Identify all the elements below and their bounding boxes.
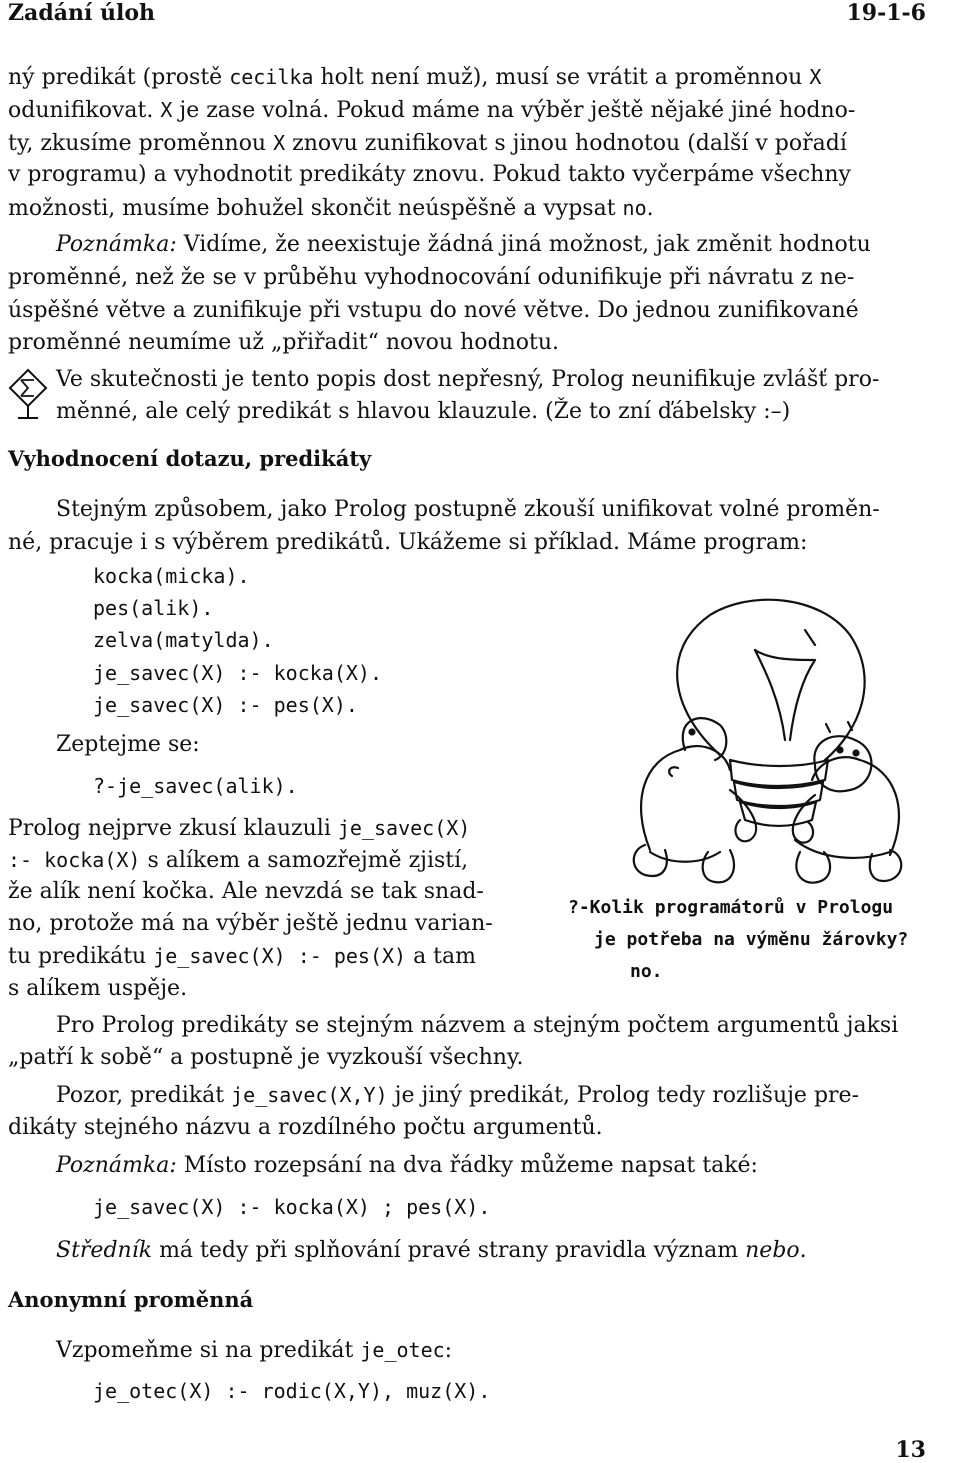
sigma-note-line-2: měnné, ale celý predikát s hlavou klauzule. (Že to zní ďábelsky :–): [56, 399, 791, 424]
caption-line-3: no.: [630, 961, 663, 982]
lightbulb-hippos-illustration: [590, 590, 920, 900]
paragraph-4-line-2: „patří k sobě“ a postupně je vyzkouší všechny.: [8, 1045, 524, 1070]
program-line-1: kocka(micka).: [93, 564, 250, 588]
program-line-3: zelva(matylda).: [93, 628, 274, 652]
page-number: 13: [895, 1437, 926, 1463]
paragraph-6-line: Středník má tedy při splňování pravé strany pravidla význam nebo.: [56, 1238, 807, 1263]
note-1-line-3: úspěšné větve a zunifikuje při vstupu do nové větve. Do jednou zunifikované: [8, 298, 859, 323]
paragraph-1-line-2: odunifikovat. X je zase volná. Pokud máme na výběr ještě nějaké jiné hodno-: [8, 98, 856, 123]
code-je-otec: je_otec(X) :- rodic(X,Y), muz(X).: [93, 1379, 491, 1403]
query-line: ?-je_savec(alik).: [93, 774, 298, 798]
note-2-line: Poznámka: Místo rozepsání na dva řádky můžeme napsat také:: [56, 1153, 758, 1178]
note-1-line-4: proměnné neumíme už „přiřadit“ novou hodnotu.: [8, 330, 559, 355]
paragraph-3-line-4: no, protože má na výběr ještě jednu varian-: [8, 911, 493, 936]
running-header-title: Zadání úloh: [8, 0, 155, 26]
program-line-5: je_savec(X) :- pes(X).: [93, 693, 358, 717]
program-line-4: je_savec(X) :- kocka(X).: [93, 661, 382, 685]
note-1-line-1: Poznámka: Vidíme, že neexistuje žádná jiná možnost, jak změnit hodnotu: [56, 232, 871, 257]
paragraph-3-line-6: s alíkem uspěje.: [8, 976, 188, 1001]
ask-label: Zeptejme se:: [56, 732, 200, 757]
paragraph-2-line-2: né, pracuje i s výběrem predikátů. Ukážeme si příklad. Máme program:: [8, 530, 808, 555]
section-heading-anonymous-variable: Anonymní proměnná: [8, 1287, 254, 1312]
caption-line-1: ?-Kolik programátorů v Prologu: [568, 897, 894, 918]
paragraph-2-line-1: Stejným způsobem, jako Prolog postupně zkouší unifikovat volné proměn-: [56, 497, 880, 522]
paragraph-3-line-2: :- kocka(X) s alíkem a samozřejmě zjistí,: [8, 848, 469, 873]
paragraph-3-line-3: že alík není kočka. Ale nevzdá se tak snad-: [8, 879, 484, 904]
paragraph-4-line-1: Pro Prolog predikáty se stejným názvem a stejným počtem argumentů jaksi: [56, 1013, 899, 1038]
paragraph-1-line-5: možnosti, musíme bohužel skončit neúspěšně a vypsat no.: [8, 196, 654, 221]
running-header-section: 19-1-6: [846, 0, 926, 26]
paragraph-1-line-1: ný predikát (prostě cecilka holt není muž), musí se vrátit a proměnnou X: [8, 65, 822, 90]
section-heading-evaluation: Vyhodnocení dotazu, predikáty: [8, 446, 372, 471]
caption-line-2: je potřeba na výměnu žárovky?: [594, 929, 909, 950]
paragraph-1-line-4: v programu) a vyhodnotit predikáty znovu. Pokud takto vyčerpáme všechny: [8, 162, 851, 187]
sigma-note-line-1: Ve skutečnosti je tento popis dost nepřesný, Prolog neunifikuje zvlášť pro-: [56, 367, 880, 392]
paragraph-3-line-1: Prolog nejprve zkusí klauzuli je_savec(X): [8, 816, 471, 841]
sigma-warning-icon: [6, 368, 50, 422]
program-line-2: pes(alik).: [93, 596, 214, 620]
note-1-line-2: proměnné, než že se v průběhu vyhodnocování odunifikuje při návratu z ne-: [8, 265, 855, 290]
paragraph-1-line-3: ty, zkusíme proměnnou X znovu zunifikovat s jinou hodnotou (další v pořadí: [8, 131, 847, 156]
paragraph-5-line-1: Pozor, predikát je_savec(X,Y) je jiný predikát, Prolog tedy rozlišuje pre-: [56, 1083, 860, 1108]
code-semicolon-example: je_savec(X) :- kocka(X) ; pes(X).: [93, 1195, 491, 1219]
paragraph-7-line: Vzpomeňme si na predikát je_otec:: [56, 1338, 453, 1363]
paragraph-3-line-5: tu predikátu je_savec(X) :- pes(X) a tam: [8, 944, 476, 969]
paragraph-5-line-2: dikáty stejného názvu a rozdílného počtu argumentů.: [8, 1115, 603, 1140]
